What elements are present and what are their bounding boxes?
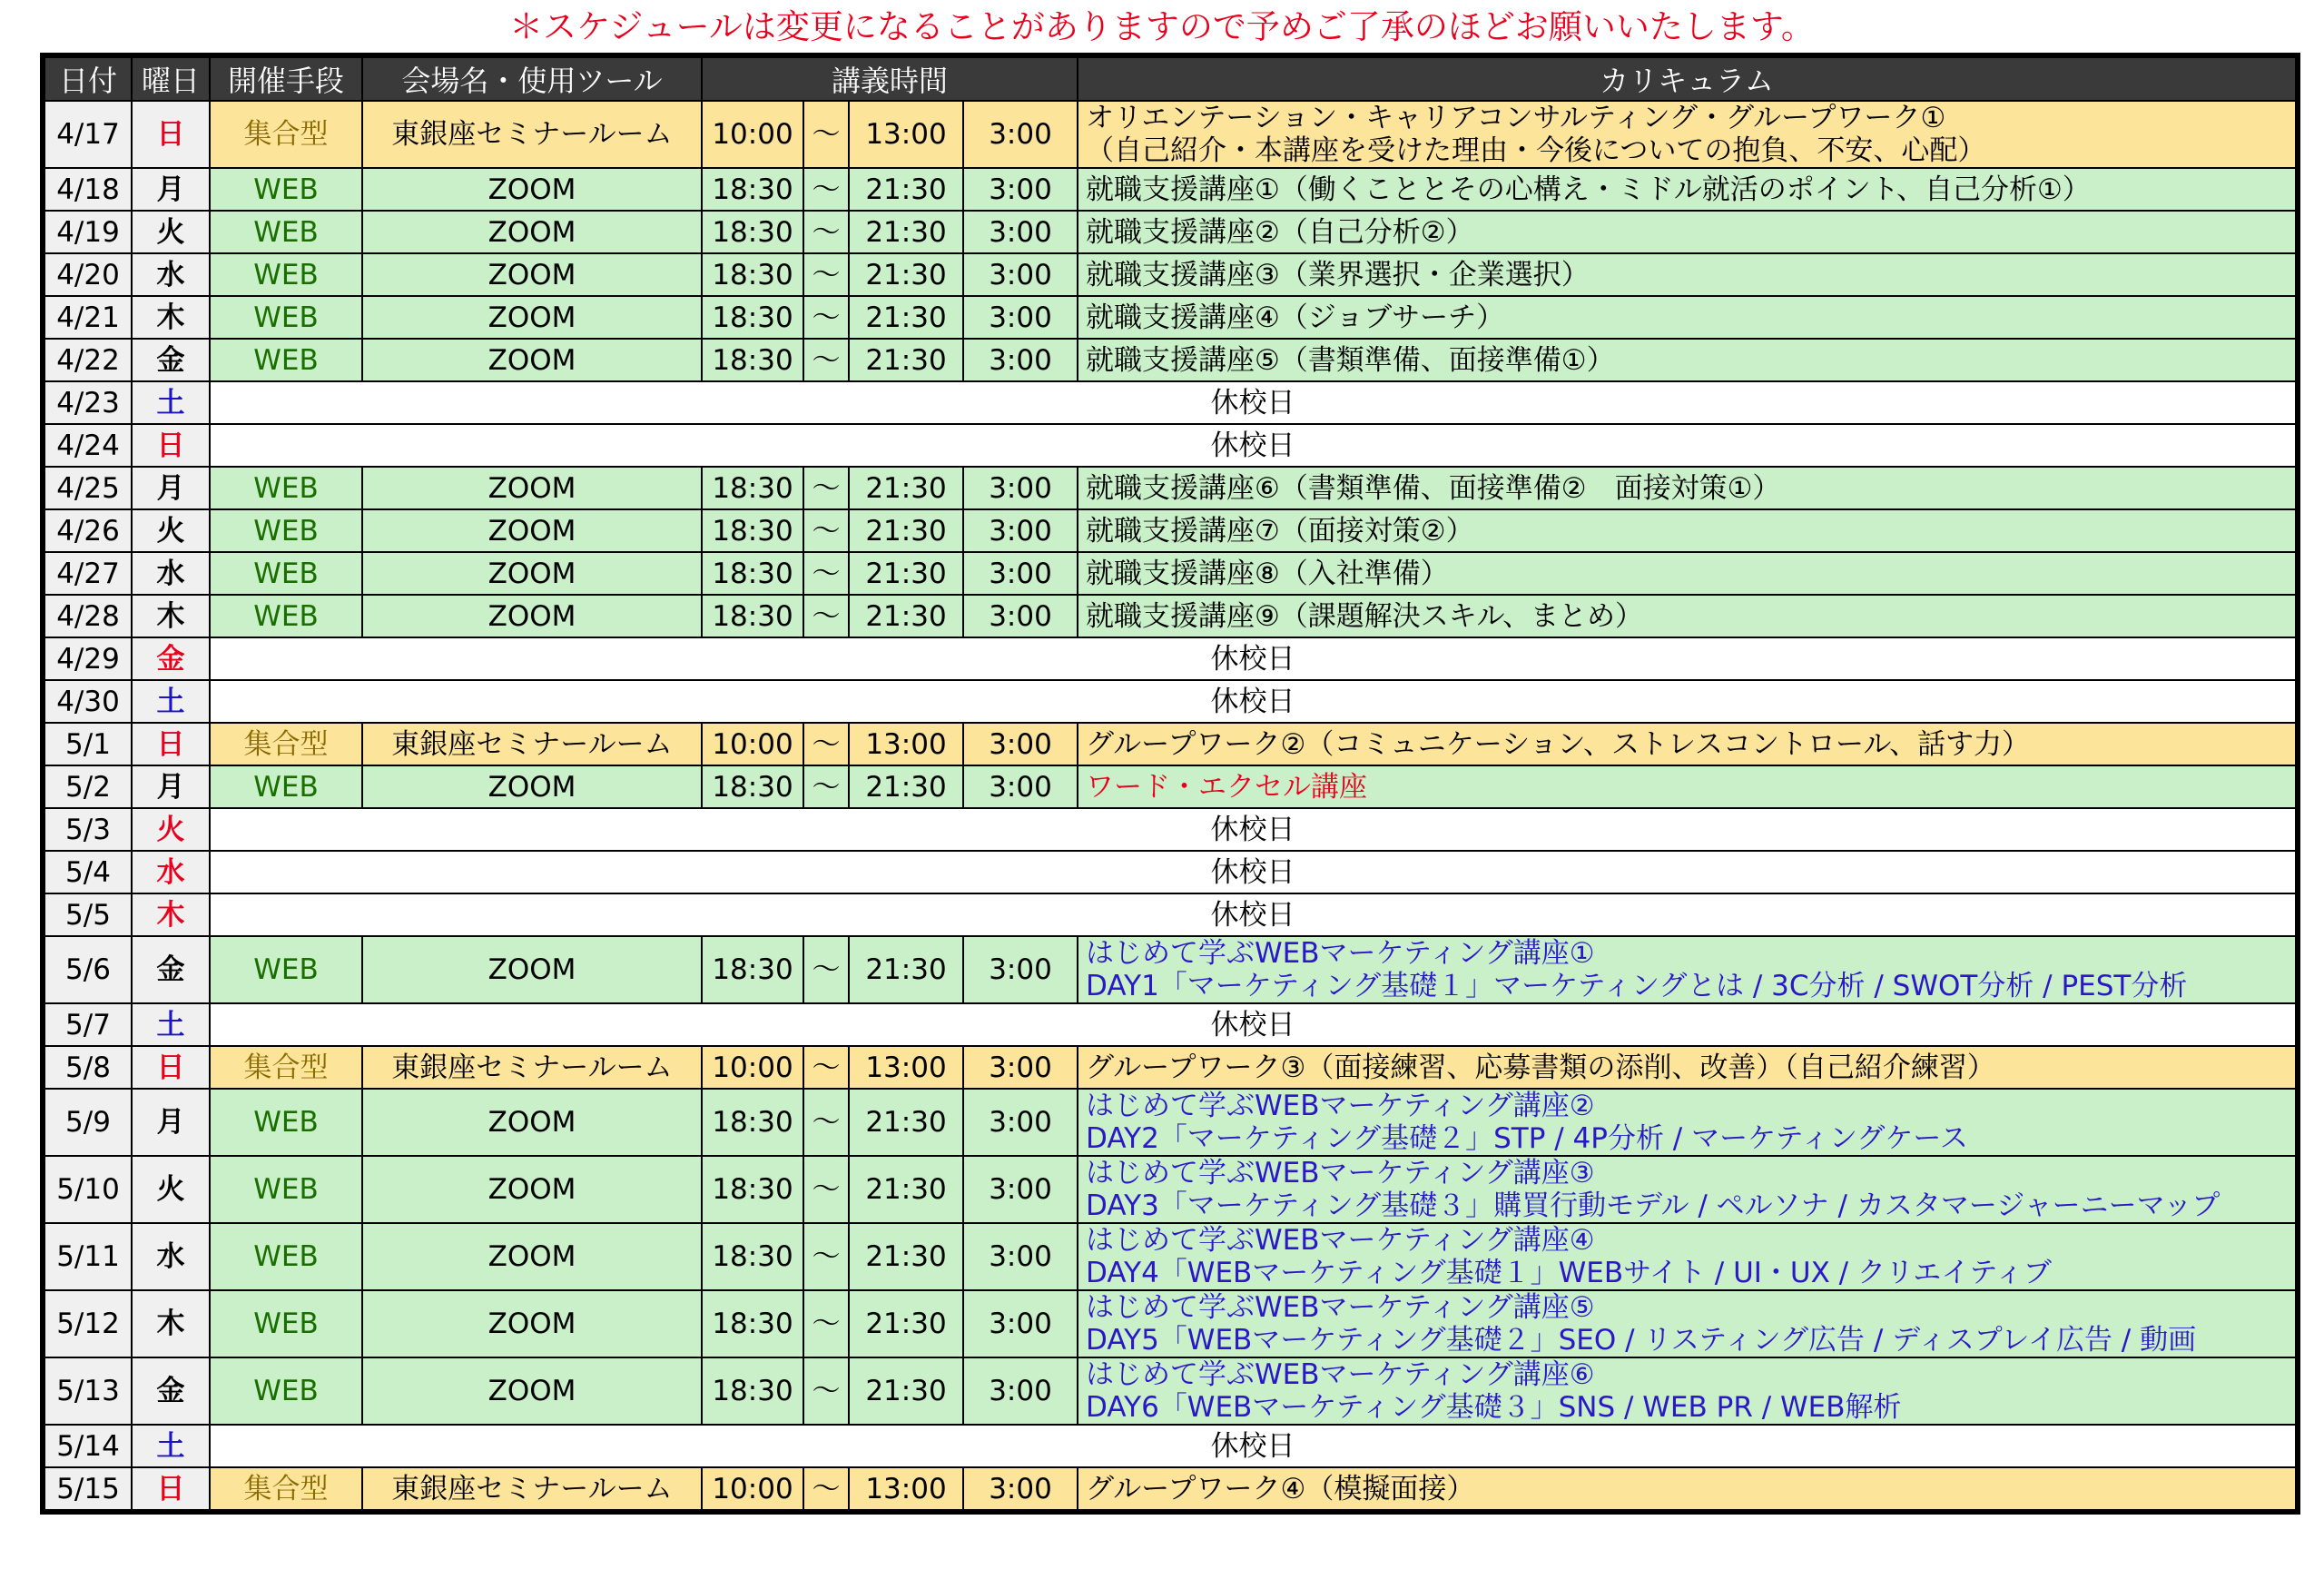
curriculum-line: はじめて学ぶWEBマーケティング講座① xyxy=(1086,937,1595,970)
cell-holiday: 休校日 xyxy=(210,1425,2298,1467)
cell-tilde: ～ xyxy=(803,765,849,808)
curriculum-line: 就職支援講座⑧（入社準備） xyxy=(1086,557,1449,590)
cell-start-time: 18:30 xyxy=(702,467,803,509)
cell-venue: ZOOM xyxy=(362,1089,702,1156)
cell-date: 4/25 xyxy=(43,467,132,509)
curriculum-line: 就職支援講座⑨（課題解決スキル、まとめ） xyxy=(1086,599,1644,633)
cell-day-of-week: 木 xyxy=(132,1290,210,1357)
cell-curriculum xyxy=(1078,1223,2298,1290)
cell-start-time: 18:30 xyxy=(702,1089,803,1156)
cell-mode: WEB xyxy=(210,765,362,808)
cell-duration: 3:00 xyxy=(963,1046,1078,1089)
cell-mode: WEB xyxy=(210,467,362,509)
curriculum-line: DAY2「マーケティング基礎２」STP / 4P分析 / マーケティングケース xyxy=(1086,1122,1968,1155)
cell-day-of-week: 月 xyxy=(132,765,210,808)
cell-day-of-week: 日 xyxy=(132,424,210,467)
cell-venue: 東銀座セミナールーム xyxy=(362,101,702,168)
cell-end-time: 21:30 xyxy=(849,936,963,1003)
curriculum-line: 就職支援講座②（自己分析②） xyxy=(1086,215,1474,249)
table-row xyxy=(43,339,2298,381)
cell-start-time: 10:00 xyxy=(702,723,803,765)
table-row xyxy=(43,424,2298,467)
cell-date: 5/10 xyxy=(43,1156,132,1223)
cell-end-time: 21:30 xyxy=(849,595,963,637)
cell-curriculum xyxy=(1078,1156,2298,1223)
cell-day-of-week: 土 xyxy=(132,381,210,424)
cell-mode: 集合型 xyxy=(210,1467,362,1512)
cell-start-time: 18:30 xyxy=(702,253,803,296)
schedule-table xyxy=(40,53,2300,1515)
cell-curriculum xyxy=(1078,101,2298,168)
cell-end-time: 21:30 xyxy=(849,211,963,253)
cell-tilde: ～ xyxy=(803,101,849,168)
cell-venue: ZOOM xyxy=(362,552,702,595)
cell-holiday: 休校日 xyxy=(210,893,2298,936)
cell-start-time: 18:30 xyxy=(702,1156,803,1223)
cell-end-time: 21:30 xyxy=(849,765,963,808)
cell-day-of-week: 土 xyxy=(132,1425,210,1467)
cell-date: 5/3 xyxy=(43,808,132,851)
cell-mode: 集合型 xyxy=(210,723,362,765)
cell-curriculum xyxy=(1078,168,2298,211)
header-mode: 開催手段 xyxy=(210,55,362,101)
cell-date: 5/1 xyxy=(43,723,132,765)
cell-start-time: 18:30 xyxy=(702,168,803,211)
cell-end-time: 21:30 xyxy=(849,1357,963,1425)
cell-day-of-week: 月 xyxy=(132,168,210,211)
cell-duration: 3:00 xyxy=(963,1223,1078,1290)
cell-day-of-week: 月 xyxy=(132,1089,210,1156)
cell-date: 5/7 xyxy=(43,1003,132,1046)
cell-start-time: 10:00 xyxy=(702,1046,803,1089)
cell-curriculum xyxy=(1078,595,2298,637)
table-row xyxy=(43,1156,2298,1223)
table-row xyxy=(43,680,2298,723)
curriculum-line: グループワーク③（面接練習、応募書類の添削、改善）（自己紹介練習） xyxy=(1086,1051,1995,1084)
cell-duration: 3:00 xyxy=(963,936,1078,1003)
cell-curriculum xyxy=(1078,253,2298,296)
cell-day-of-week: 水 xyxy=(132,1223,210,1290)
cell-day-of-week: 水 xyxy=(132,253,210,296)
cell-date: 5/2 xyxy=(43,765,132,808)
table-row xyxy=(43,168,2298,211)
cell-mode: 集合型 xyxy=(210,101,362,168)
cell-tilde: ～ xyxy=(803,168,849,211)
schedule-body xyxy=(43,101,2298,1512)
curriculum-line: はじめて学ぶWEBマーケティング講座⑥ xyxy=(1086,1358,1595,1391)
cell-duration: 3:00 xyxy=(963,211,1078,253)
cell-date: 4/28 xyxy=(43,595,132,637)
cell-venue: ZOOM xyxy=(362,339,702,381)
curriculum-line: はじめて学ぶWEBマーケティング講座⑤ xyxy=(1086,1291,1595,1324)
cell-tilde: ～ xyxy=(803,595,849,637)
table-row xyxy=(43,1425,2298,1467)
table-row xyxy=(43,296,2298,339)
cell-date: 5/15 xyxy=(43,1467,132,1512)
cell-duration: 3:00 xyxy=(963,765,1078,808)
cell-mode: WEB xyxy=(210,211,362,253)
cell-curriculum xyxy=(1078,765,2298,808)
cell-holiday: 休校日 xyxy=(210,808,2298,851)
cell-start-time: 10:00 xyxy=(702,1467,803,1512)
cell-curriculum xyxy=(1078,723,2298,765)
cell-duration: 3:00 xyxy=(963,101,1078,168)
cell-day-of-week: 日 xyxy=(132,723,210,765)
cell-mode: WEB xyxy=(210,1357,362,1425)
cell-holiday: 休校日 xyxy=(210,851,2298,893)
header-venue: 会場名・使用ツール xyxy=(362,55,702,101)
curriculum-line: DAY6「WEBマーケティング基礎３」SNS / WEB PR / WEB解析 xyxy=(1086,1391,1902,1424)
cell-end-time: 21:30 xyxy=(849,1156,963,1223)
cell-date: 5/11 xyxy=(43,1223,132,1290)
cell-venue: ZOOM xyxy=(362,1223,702,1290)
cell-end-time: 21:30 xyxy=(849,509,963,552)
table-row xyxy=(43,1003,2298,1046)
cell-holiday: 休校日 xyxy=(210,1003,2298,1046)
curriculum-line: 就職支援講座⑦（面接対策②） xyxy=(1086,514,1474,548)
table-row xyxy=(43,101,2298,168)
cell-venue: ZOOM xyxy=(362,168,702,211)
cell-date: 5/6 xyxy=(43,936,132,1003)
cell-date: 5/5 xyxy=(43,893,132,936)
cell-date: 4/29 xyxy=(43,637,132,680)
curriculum-line: グループワーク④（模擬面接） xyxy=(1086,1472,1475,1505)
table-row xyxy=(43,851,2298,893)
cell-date: 5/13 xyxy=(43,1357,132,1425)
cell-holiday: 休校日 xyxy=(210,680,2298,723)
cell-venue: 東銀座セミナールーム xyxy=(362,1467,702,1512)
cell-tilde: ～ xyxy=(803,296,849,339)
cell-date: 4/19 xyxy=(43,211,132,253)
cell-tilde: ～ xyxy=(803,467,849,509)
cell-date: 4/23 xyxy=(43,381,132,424)
cell-duration: 3:00 xyxy=(963,723,1078,765)
cell-mode: WEB xyxy=(210,595,362,637)
cell-start-time: 18:30 xyxy=(702,1223,803,1290)
cell-venue: ZOOM xyxy=(362,253,702,296)
cell-start-time: 18:30 xyxy=(702,552,803,595)
cell-holiday: 休校日 xyxy=(210,381,2298,424)
cell-curriculum xyxy=(1078,1357,2298,1425)
cell-day-of-week: 金 xyxy=(132,339,210,381)
cell-day-of-week: 月 xyxy=(132,467,210,509)
table-row xyxy=(43,893,2298,936)
curriculum-line: （自己紹介・本講座を受けた理由・今後についての抱負、不安、心配） xyxy=(1086,134,1986,167)
cell-tilde: ～ xyxy=(803,1357,849,1425)
table-row xyxy=(43,211,2298,253)
cell-end-time: 21:30 xyxy=(849,467,963,509)
cell-tilde: ～ xyxy=(803,723,849,765)
cell-duration: 3:00 xyxy=(963,595,1078,637)
table-row xyxy=(43,765,2298,808)
cell-mode: WEB xyxy=(210,1089,362,1156)
cell-end-time: 21:30 xyxy=(849,296,963,339)
table-row xyxy=(43,808,2298,851)
cell-start-time: 18:30 xyxy=(702,1290,803,1357)
curriculum-line: 就職支援講座③（業界選択・企業選択） xyxy=(1086,258,1590,291)
cell-mode: WEB xyxy=(210,552,362,595)
cell-day-of-week: 日 xyxy=(132,1046,210,1089)
header-day-of-week: 曜日 xyxy=(132,55,210,101)
cell-date: 4/17 xyxy=(43,101,132,168)
cell-date: 4/26 xyxy=(43,509,132,552)
cell-start-time: 10:00 xyxy=(702,101,803,168)
cell-tilde: ～ xyxy=(803,1223,849,1290)
table-row xyxy=(43,509,2298,552)
cell-curriculum xyxy=(1078,467,2298,509)
cell-day-of-week: 日 xyxy=(132,1467,210,1512)
cell-tilde: ～ xyxy=(803,509,849,552)
table-row xyxy=(43,1089,2298,1156)
curriculum-line: DAY1「マーケティング基礎１」マーケティングとは / 3C分析 / SWOT分析 / PEST分析 xyxy=(1086,970,2188,1002)
cell-date: 4/18 xyxy=(43,168,132,211)
cell-day-of-week: 土 xyxy=(132,680,210,723)
cell-start-time: 18:30 xyxy=(702,211,803,253)
curriculum-line: オリエンテーション・キャリアコンサルティング・グループワーク① xyxy=(1086,102,1946,134)
cell-day-of-week: 金 xyxy=(132,637,210,680)
cell-venue: 東銀座セミナールーム xyxy=(362,1046,702,1089)
cell-tilde: ～ xyxy=(803,1089,849,1156)
cell-venue: ZOOM xyxy=(362,211,702,253)
cell-end-time: 13:00 xyxy=(849,1046,963,1089)
cell-holiday: 休校日 xyxy=(210,424,2298,467)
cell-tilde: ～ xyxy=(803,253,849,296)
cell-day-of-week: 金 xyxy=(132,936,210,1003)
table-row xyxy=(43,381,2298,424)
cell-curriculum xyxy=(1078,1089,2298,1156)
cell-day-of-week: 火 xyxy=(132,509,210,552)
cell-end-time: 21:30 xyxy=(849,339,963,381)
cell-end-time: 21:30 xyxy=(849,168,963,211)
cell-day-of-week: 火 xyxy=(132,808,210,851)
cell-mode: WEB xyxy=(210,168,362,211)
cell-duration: 3:00 xyxy=(963,552,1078,595)
cell-tilde: ～ xyxy=(803,1156,849,1223)
cell-date: 5/4 xyxy=(43,851,132,893)
cell-duration: 3:00 xyxy=(963,296,1078,339)
table-row xyxy=(43,936,2298,1003)
cell-curriculum xyxy=(1078,552,2298,595)
cell-venue: ZOOM xyxy=(362,595,702,637)
cell-date: 5/9 xyxy=(43,1089,132,1156)
cell-start-time: 18:30 xyxy=(702,595,803,637)
cell-duration: 3:00 xyxy=(963,168,1078,211)
cell-mode: WEB xyxy=(210,339,362,381)
cell-duration: 3:00 xyxy=(963,467,1078,509)
cell-venue: ZOOM xyxy=(362,296,702,339)
cell-duration: 3:00 xyxy=(963,1089,1078,1156)
cell-duration: 3:00 xyxy=(963,1467,1078,1512)
cell-start-time: 18:30 xyxy=(702,1357,803,1425)
cell-mode: WEB xyxy=(210,253,362,296)
cell-duration: 3:00 xyxy=(963,509,1078,552)
curriculum-line: 就職支援講座⑤（書類準備、面接準備①） xyxy=(1086,343,1615,377)
cell-curriculum xyxy=(1078,509,2298,552)
curriculum-line: はじめて学ぶWEBマーケティング講座② xyxy=(1086,1090,1595,1122)
cell-duration: 3:00 xyxy=(963,1156,1078,1223)
cell-curriculum xyxy=(1078,936,2298,1003)
cell-curriculum xyxy=(1078,1046,2298,1089)
cell-start-time: 18:30 xyxy=(702,936,803,1003)
table-row xyxy=(43,552,2298,595)
table-row xyxy=(43,1467,2298,1512)
cell-start-time: 18:30 xyxy=(702,339,803,381)
cell-venue: ZOOM xyxy=(362,1357,702,1425)
cell-venue: ZOOM xyxy=(362,936,702,1003)
curriculum-line: はじめて学ぶWEBマーケティング講座③ xyxy=(1086,1157,1595,1189)
cell-date: 4/20 xyxy=(43,253,132,296)
schedule-notice: ＊スケジュールは変更になることがありますので予めご了承のほどお願いいたします。 xyxy=(509,7,1815,46)
cell-end-time: 21:30 xyxy=(849,1089,963,1156)
cell-tilde: ～ xyxy=(803,211,849,253)
curriculum-line: はじめて学ぶWEBマーケティング講座④ xyxy=(1086,1224,1595,1257)
cell-tilde: ～ xyxy=(803,339,849,381)
cell-date: 5/8 xyxy=(43,1046,132,1089)
table-row xyxy=(43,1290,2298,1357)
cell-duration: 3:00 xyxy=(963,1290,1078,1357)
cell-holiday: 休校日 xyxy=(210,637,2298,680)
cell-venue: ZOOM xyxy=(362,509,702,552)
curriculum-line: ワード・エクセル講座 xyxy=(1086,770,1368,804)
cell-duration: 3:00 xyxy=(963,339,1078,381)
table-header-row xyxy=(43,55,2298,101)
cell-start-time: 18:30 xyxy=(702,509,803,552)
curriculum-line: DAY4「WEBマーケティング基礎１」WEBサイト / UI・UX / クリエイティブ xyxy=(1086,1257,2052,1289)
cell-start-time: 18:30 xyxy=(702,296,803,339)
cell-day-of-week: 木 xyxy=(132,595,210,637)
table-row xyxy=(43,1046,2298,1089)
cell-tilde: ～ xyxy=(803,936,849,1003)
cell-day-of-week: 火 xyxy=(132,1156,210,1223)
cell-mode: WEB xyxy=(210,509,362,552)
header-lecture-time: 講義時間 xyxy=(702,55,1078,101)
cell-end-time: 21:30 xyxy=(849,1290,963,1357)
cell-mode: WEB xyxy=(210,1223,362,1290)
cell-venue: ZOOM xyxy=(362,467,702,509)
table-row xyxy=(43,1357,2298,1425)
cell-tilde: ～ xyxy=(803,1046,849,1089)
table-row xyxy=(43,253,2298,296)
table-row xyxy=(43,595,2298,637)
cell-mode: WEB xyxy=(210,296,362,339)
cell-date: 4/21 xyxy=(43,296,132,339)
cell-tilde: ～ xyxy=(803,552,849,595)
cell-end-time: 21:30 xyxy=(849,1223,963,1290)
cell-day-of-week: 水 xyxy=(132,552,210,595)
cell-duration: 3:00 xyxy=(963,1357,1078,1425)
cell-mode: 集合型 xyxy=(210,1046,362,1089)
cell-end-time: 13:00 xyxy=(849,101,963,168)
cell-curriculum xyxy=(1078,1467,2298,1512)
cell-end-time: 13:00 xyxy=(849,1467,963,1512)
curriculum-line: 就職支援講座④（ジョブサーチ） xyxy=(1086,301,1505,334)
cell-date: 4/24 xyxy=(43,424,132,467)
cell-curriculum xyxy=(1078,296,2298,339)
cell-day-of-week: 日 xyxy=(132,101,210,168)
cell-date: 5/14 xyxy=(43,1425,132,1467)
cell-day-of-week: 木 xyxy=(132,893,210,936)
cell-date: 4/30 xyxy=(43,680,132,723)
curriculum-line: グループワーク②（コミュニケーション、ストレスコントロール、話す力） xyxy=(1086,727,2030,761)
cell-mode: WEB xyxy=(210,1290,362,1357)
curriculum-line: DAY3「マーケティング基礎３」購買行動モデル / ペルソナ / カスタマージャーニーマップ xyxy=(1086,1189,2221,1222)
table-row xyxy=(43,467,2298,509)
cell-end-time: 21:30 xyxy=(849,253,963,296)
curriculum-line: DAY5「WEBマーケティング基礎２」SEO / リスティング広告 / ディスプレイ広告 / 動画 xyxy=(1086,1324,2197,1357)
cell-venue: ZOOM xyxy=(362,1290,702,1357)
cell-date: 5/12 xyxy=(43,1290,132,1357)
cell-curriculum xyxy=(1078,339,2298,381)
cell-mode: WEB xyxy=(210,936,362,1003)
cell-mode: WEB xyxy=(210,1156,362,1223)
table-row xyxy=(43,723,2298,765)
cell-end-time: 21:30 xyxy=(849,552,963,595)
cell-day-of-week: 火 xyxy=(132,211,210,253)
cell-tilde: ～ xyxy=(803,1467,849,1512)
cell-venue: ZOOM xyxy=(362,765,702,808)
cell-start-time: 18:30 xyxy=(702,765,803,808)
cell-venue: 東銀座セミナールーム xyxy=(362,723,702,765)
cell-curriculum xyxy=(1078,211,2298,253)
curriculum-line: 就職支援講座①（働くこととその心構え・ミドル就活のポイント、自己分析①） xyxy=(1086,173,2091,206)
cell-tilde: ～ xyxy=(803,1290,849,1357)
cell-curriculum xyxy=(1078,1290,2298,1357)
header-curriculum: カリキュラム xyxy=(1078,55,2298,101)
cell-date: 4/22 xyxy=(43,339,132,381)
header-date: 日付 xyxy=(43,55,132,101)
cell-day-of-week: 金 xyxy=(132,1357,210,1425)
cell-end-time: 13:00 xyxy=(849,723,963,765)
cell-duration: 3:00 xyxy=(963,253,1078,296)
table-row xyxy=(43,1223,2298,1290)
cell-day-of-week: 木 xyxy=(132,296,210,339)
curriculum-line: 就職支援講座⑥（書類準備、面接準備② 面接対策①） xyxy=(1086,471,1781,505)
table-row xyxy=(43,637,2298,680)
cell-day-of-week: 水 xyxy=(132,851,210,893)
cell-venue: ZOOM xyxy=(362,1156,702,1223)
cell-date: 4/27 xyxy=(43,552,132,595)
cell-day-of-week: 土 xyxy=(132,1003,210,1046)
